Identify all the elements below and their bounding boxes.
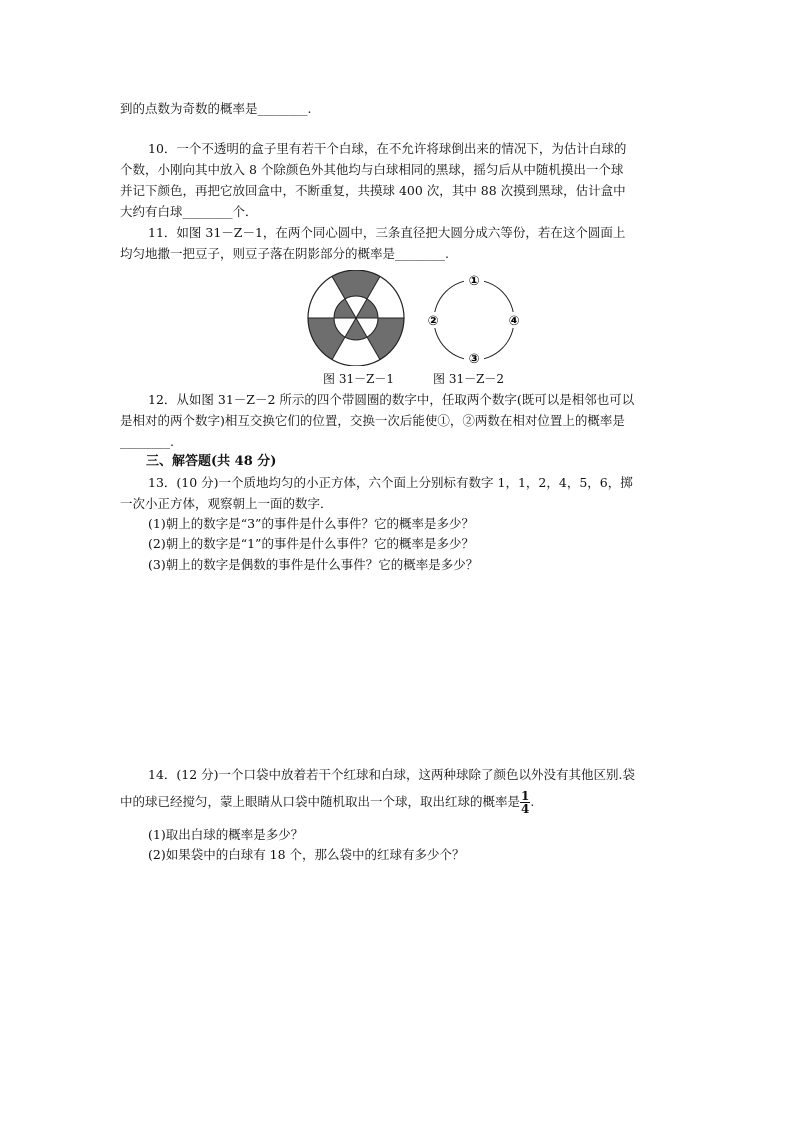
question-12-line: ________. bbox=[120, 434, 174, 449]
question-14-part: (2)如果袋中的白球有 18 个，那么袋中的红球有多少个？ bbox=[148, 847, 465, 862]
circled-number-3: ③ bbox=[468, 352, 480, 366]
question-11-line: 11．如图 31－Z－1，在两个同心圆中，三条直径把大圆分成六等份，若在这个圆面上 bbox=[148, 225, 626, 240]
fraction-numerator: 1 bbox=[521, 789, 530, 803]
question-13-part: (1)朝上的数字是“3”的事件是什么事件？它的概率是多少？ bbox=[148, 516, 474, 531]
figure-31-z-1 bbox=[304, 270, 408, 366]
question-13-part: (3)朝上的数字是偶数的事件是什么事件？它的概率是多少？ bbox=[148, 557, 479, 572]
figure-caption-2: 图 31－Z－2 bbox=[433, 372, 505, 386]
question-10-line: 大约有白球________个． bbox=[120, 204, 258, 219]
section-heading: 三、解答题(共 48 分) bbox=[146, 454, 277, 469]
question-14-line bbox=[120, 790, 534, 815]
question-10-line: 并记下颜色，再把它放回盒中，不断重复，共摸球 400 次，其中 88 次摸到黑球，估计盒中 bbox=[120, 183, 626, 198]
circled-number-4: ④ bbox=[508, 314, 520, 329]
figure-31-z-2 bbox=[422, 270, 526, 366]
question-13-line: 13．(10 分)一个质地均匀的小正方体，六个面上分别标有数字 1，1，2，4，5，6，掷 bbox=[148, 475, 633, 490]
question-14-line: 14．(12 分)一个口袋中放着若干个红球和白球，这两种球除了颜色以外没有其他区别.袋 bbox=[148, 767, 636, 782]
question-12-line: 12．从如图 31－Z－2 所示的四个带圆圈的数字中，任取两个数字(既可以是相邻也可以 bbox=[148, 392, 635, 407]
question-13-part: (2)朝上的数字是“1”的事件是什么事件？它的概率是多少？ bbox=[148, 536, 474, 551]
question-10-line: 10．一个不透明的盒子里有若干个白球，在不允许将球倒出来的情况下，为估计白球的 bbox=[148, 141, 627, 156]
question-11-line: 均匀地撒一把豆子，则豆子落在阴影部分的概率是________. bbox=[120, 246, 449, 261]
question-14-text: 中的球已经搅匀，蒙上眼睛从口袋中随机取出一个球，取出红球的概率是 bbox=[120, 794, 521, 809]
question-12-line: 是相对的两个数字)相互交换它们的位置，交换一次后能使①，②两数在相对位置上的概率是 bbox=[120, 413, 625, 428]
fraction bbox=[520, 790, 530, 815]
text-line: 到的点数为奇数的概率是________. bbox=[120, 101, 312, 116]
period: . bbox=[530, 794, 535, 809]
question-14-part: (1)取出白球的概率是多少？ bbox=[148, 827, 304, 842]
figure-caption-1: 图 31－Z－1 bbox=[323, 372, 395, 386]
question-10-line: 个数，小刚向其中放入 8 个除颜色外其他均与白球相同的黑球，摇匀后从中随机摸出一个球 bbox=[120, 162, 624, 177]
fraction-denominator: 4 bbox=[521, 802, 530, 816]
circled-number-2: ② bbox=[427, 314, 439, 329]
question-13-line: 一次小正方体，观察朝上一面的数字． bbox=[120, 496, 333, 511]
circled-number-1: ① bbox=[468, 274, 480, 289]
